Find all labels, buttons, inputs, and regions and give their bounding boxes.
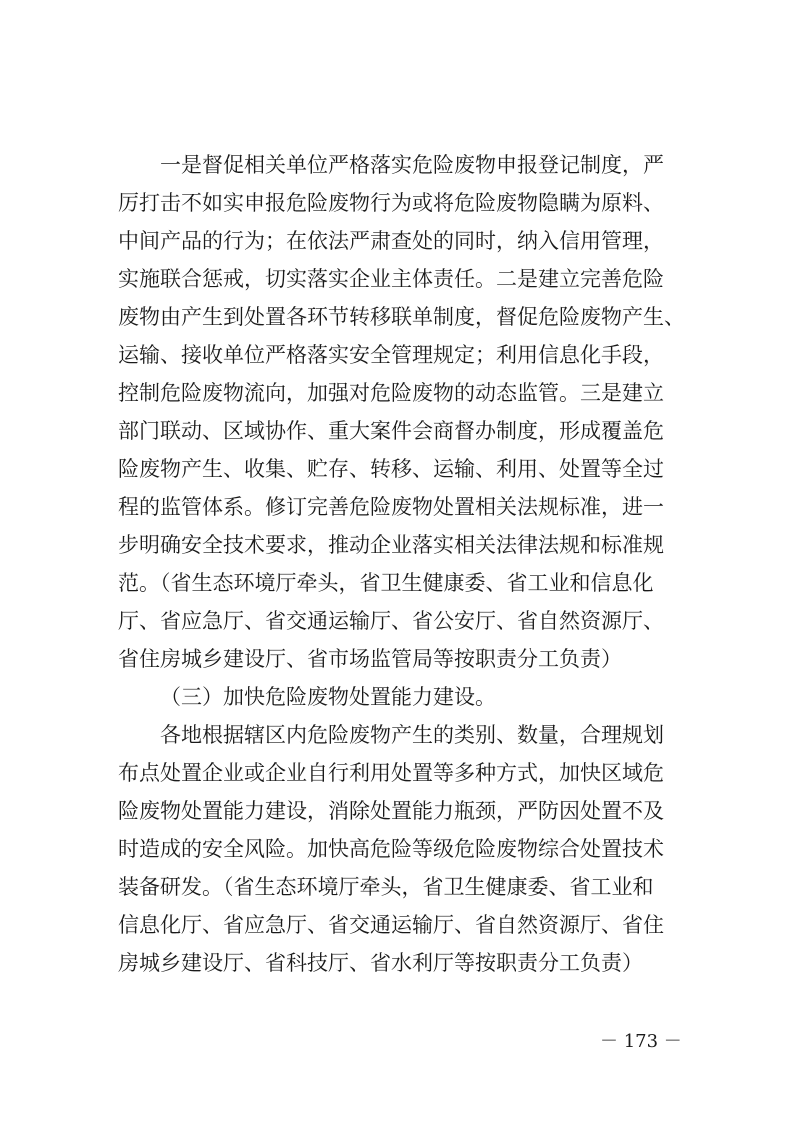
paragraph1-line-14: 省住房城乡建设厅、省市场监管局等按职责分工负责） xyxy=(118,647,622,671)
paragraph2-line-2: 布点处置企业或企业自行利用处置等多种方式，加快区域危 xyxy=(118,761,664,785)
paragraph1-line-3: 中间产品的行为；在依法严肃查处的同时，纳入信用管理， xyxy=(118,229,664,253)
paragraph1-line-2: 厉打击不如实申报危险废物行为或将危险废物隐瞒为原料、 xyxy=(118,191,664,215)
paragraph2-line-3: 险废物处置能力建设，消除处置能力瓶颈，严防因处置不及 xyxy=(118,799,664,823)
paragraph1-line-1: 一是督促相关单位严格落实危险废物申报登记制度，严 xyxy=(160,153,664,177)
paragraph1-line-6: 运输、接收单位严格落实安全管理规定；利用信息化手段， xyxy=(118,343,664,367)
paragraph2-line-5: 装备研发。（省生态环境厅牵头，省卫生健康委、省工业和 xyxy=(118,875,654,899)
paragraph1-line-5: 废物由产生到处置各环节转移联单制度，督促危险废物产生、 xyxy=(118,305,685,329)
paragraph2-line-4: 时造成的安全风险。加快高危险等级危险废物综合处置技术 xyxy=(118,837,664,861)
paragraph1-line-13: 厅、省应急厅、省交通运输厅、省公安厅、省自然资源厅、 xyxy=(118,609,664,633)
paragraph1-line-9: 险废物产生、收集、贮存、转移、运输、利用、处置等全过 xyxy=(118,457,664,481)
paragraph1-line-7: 控制危险废物流向，加强对危险废物的动态监管。三是建立 xyxy=(118,381,664,405)
paragraph2-line-6: 信息化厅、省应急厅、省交通运输厅、省自然资源厅、省住 xyxy=(118,913,664,937)
page-number: － 173 － xyxy=(600,1031,682,1052)
section-heading: （三）加快危险废物处置能力建设。 xyxy=(160,685,496,709)
paragraph1-line-12: 范。（省生态环境厅牵头，省卫生健康委、省工业和信息化 xyxy=(118,571,654,595)
paragraph1-line-10: 程的监管体系。修订完善危险废物处置相关法规标准，进一 xyxy=(118,495,664,519)
paragraph1-line-11: 步明确安全技术要求，推动企业落实相关法律法规和标准规 xyxy=(118,533,664,557)
paragraph1-line-8: 部门联动、区域协作、重大案件会商督办制度，形成覆盖危 xyxy=(118,419,664,443)
paragraph1-line-4: 实施联合惩戒，切实落实企业主体责任。二是建立完善危险 xyxy=(118,267,664,291)
paragraph2-line-1: 各地根据辖区内危险废物产生的类别、数量，合理规划 xyxy=(160,723,664,747)
paragraph2-line-7: 房城乡建设厅、省科技厅、省水利厅等按职责分工负责） xyxy=(118,951,643,975)
